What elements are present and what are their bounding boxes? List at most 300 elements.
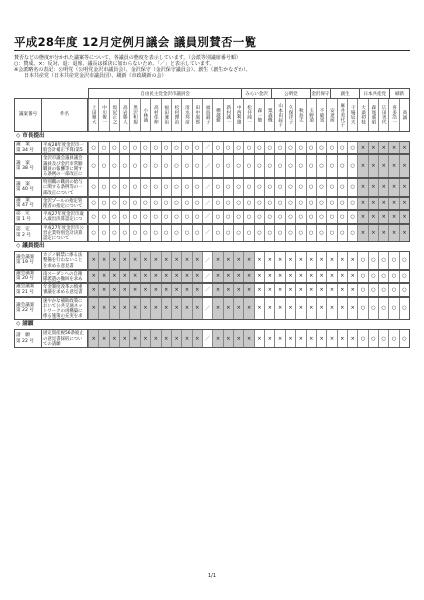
vote-cell: × xyxy=(274,271,284,282)
vote-cell: × xyxy=(192,252,202,269)
vote-cell: × xyxy=(337,284,347,295)
vote-cell: ○ xyxy=(306,155,316,177)
vote-cell: × xyxy=(192,284,202,295)
member-name-cell xyxy=(399,99,409,131)
vote-cell: × xyxy=(326,252,336,269)
vote-cell: ○ xyxy=(192,142,202,153)
motion-kind: 議 案 xyxy=(16,160,30,166)
vote-cell: ○ xyxy=(98,211,108,222)
vote-cell: ○ xyxy=(233,225,243,242)
vote-cell: × xyxy=(295,284,305,295)
vote-cell: × xyxy=(368,179,378,196)
vote-cell: × xyxy=(285,271,295,282)
vote-cell: ○ xyxy=(274,155,284,177)
member-name: 中川俊一 xyxy=(101,105,107,125)
vote-cell: ○ xyxy=(212,225,222,242)
group-header xyxy=(88,88,410,98)
vote-cell: × xyxy=(129,271,139,282)
vote-cell: × xyxy=(233,330,243,347)
vote-cell: ○ xyxy=(150,211,160,222)
vote-cell: × xyxy=(316,252,326,269)
vote-cell: × xyxy=(378,179,388,196)
vote-cell: × xyxy=(326,330,336,347)
vote-cell: × xyxy=(337,298,347,320)
motion-no: 第 38 号 xyxy=(16,166,34,172)
vote-cell: ○ xyxy=(285,179,295,196)
vote-cell: × xyxy=(88,271,98,282)
vote-cell: × xyxy=(378,211,388,222)
vote-cell: × xyxy=(378,198,388,209)
vote-cell: × xyxy=(285,252,295,269)
vote-cell: ○ xyxy=(233,155,243,177)
vote-cell: × xyxy=(274,284,284,295)
vote-cell: ○ xyxy=(98,198,108,209)
vote-cell: × xyxy=(98,284,108,295)
vote-cell: ○ xyxy=(243,155,253,177)
vote-cell: ○ xyxy=(368,330,378,347)
vote-cell: × xyxy=(254,284,264,295)
vote-cell: × xyxy=(306,271,316,282)
vote-cell: × xyxy=(295,271,305,282)
vote-cell: × xyxy=(88,298,98,320)
motion-row xyxy=(14,283,410,296)
vote-cell: ○ xyxy=(223,179,233,196)
member-name-cell xyxy=(254,99,264,131)
vote-cell: ○ xyxy=(119,179,129,196)
vote-cell: ○ xyxy=(316,179,326,196)
vote-cell: ○ xyxy=(337,225,347,242)
member-name-cell xyxy=(98,99,108,131)
vote-cell: × xyxy=(150,271,160,282)
vote-cell: ○ xyxy=(378,330,388,347)
vote-cell: ○ xyxy=(212,142,222,153)
vote-cell: ○ xyxy=(306,142,316,153)
vote-cell: ○ xyxy=(109,225,119,242)
vote-cell: ○ xyxy=(119,155,129,177)
vote-cell: × xyxy=(140,252,150,269)
vote-cell: ○ xyxy=(347,155,357,177)
vote-cell: ○ xyxy=(88,179,98,196)
vote-cell: × xyxy=(243,271,253,282)
vote-cell: ○ xyxy=(140,211,150,222)
motion-row xyxy=(14,329,410,348)
motion-kind: 議 案 xyxy=(16,198,30,204)
vote-cell: ○ xyxy=(357,271,367,282)
vote-cell: ○ xyxy=(326,211,336,222)
vote-cell: ○ xyxy=(181,198,191,209)
vote-cell: ○ xyxy=(316,225,326,242)
vote-cell: × xyxy=(326,271,336,282)
vote-cell: ○ xyxy=(98,225,108,242)
motion-no: 第 2 号 xyxy=(16,232,32,238)
motion-row xyxy=(14,210,410,223)
vote-cell: × xyxy=(388,198,398,209)
vote-cell: ○ xyxy=(326,225,336,242)
motion-no: 第 40 号 xyxy=(16,187,34,193)
vote-cell: × xyxy=(212,298,222,320)
vote-cell: × xyxy=(399,142,409,153)
member-name: 福田兼治 xyxy=(163,105,169,125)
member-name-cell xyxy=(233,99,243,131)
vote-cell: ○ xyxy=(181,179,191,196)
vote-cell: ○ xyxy=(306,211,316,222)
motion-no: 第 20 号 xyxy=(16,276,34,282)
vote-cell: × xyxy=(254,330,264,347)
member-name-cell xyxy=(212,99,222,131)
vote-cell: ○ xyxy=(357,298,367,320)
vote-cell: ○ xyxy=(347,198,357,209)
vote-cell: × xyxy=(368,142,378,153)
vote-cell: × xyxy=(388,142,398,153)
vote-cell: ○ xyxy=(399,298,409,320)
vote-cell: ○ xyxy=(347,179,357,196)
motion-number xyxy=(14,283,42,296)
vote-cell: ○ xyxy=(285,198,295,209)
vote-cells xyxy=(88,224,410,243)
vote-cell: × xyxy=(378,225,388,242)
vote-cell: × xyxy=(378,142,388,153)
vote-cell: ○ xyxy=(337,198,347,209)
member-name: 大桑初枝 xyxy=(360,105,366,125)
motion-row xyxy=(14,224,410,243)
vote-cell: ○ xyxy=(129,155,139,177)
vote-cell: × xyxy=(306,284,316,295)
motion-title: 平成27年度金沢市歳入歳出決算認定につ xyxy=(42,210,88,223)
vote-cell: × xyxy=(109,298,119,320)
motion-number xyxy=(14,210,42,223)
vote-cell: ○ xyxy=(399,271,409,282)
vote-cell: ○ xyxy=(192,225,202,242)
vote-cell: ○ xyxy=(223,142,233,153)
vote-cell: ○ xyxy=(264,198,274,209)
vote-cell: ○ xyxy=(129,211,139,222)
vote-cell: ○ xyxy=(264,225,274,242)
motion-number xyxy=(14,329,42,348)
motion-row xyxy=(14,141,410,154)
motion-number xyxy=(14,297,42,321)
vote-cell: ○ xyxy=(274,211,284,222)
vote-cell: ○ xyxy=(192,211,202,222)
vote-cell: ○ xyxy=(212,198,222,209)
vote-cell: × xyxy=(399,225,409,242)
motion-number xyxy=(14,270,42,283)
vote-cell: × xyxy=(316,271,326,282)
note-line-3: ※会派略名の表記：公明党（公明党金沢市議員会）、金沢保守（金沢保守議員会）、創生（創生かなざわ）、 xyxy=(14,67,251,73)
motion-kind: 議 案 xyxy=(16,182,30,188)
group-label: 自由民主党金沢市議員会 xyxy=(88,89,241,98)
vote-cell: ○ xyxy=(161,211,171,222)
member-name: 干場辰夫 xyxy=(350,105,356,125)
member-name-cell xyxy=(181,99,191,131)
vote-cell: ○ xyxy=(378,271,388,282)
vote-cell: × xyxy=(357,179,367,196)
vote-cell: × xyxy=(264,284,274,295)
motion-row xyxy=(14,251,410,270)
motion-row xyxy=(14,154,410,178)
vote-cell: ○ xyxy=(243,211,253,222)
member-name-cell xyxy=(347,99,357,131)
member-name-cell xyxy=(192,99,202,131)
member-name: 安達前 xyxy=(329,107,335,123)
vote-cell: × xyxy=(129,298,139,320)
vote-cell: × xyxy=(243,298,253,320)
vote-cell: ○ xyxy=(171,155,181,177)
motion-no: 第 1 号 xyxy=(16,216,32,222)
group-label: 創生 xyxy=(330,89,360,98)
vote-cell: ○ xyxy=(285,225,295,242)
vote-cell: × xyxy=(98,271,108,282)
member-name-cell xyxy=(119,99,129,131)
vote-cell: ○ xyxy=(88,155,98,177)
vote-cell: ○ xyxy=(150,179,160,196)
motion-no: 第 21 号 xyxy=(16,289,34,295)
vote-cells xyxy=(88,154,410,178)
vote-cell: × xyxy=(212,252,222,269)
vote-cell: ○ xyxy=(171,198,181,209)
member-name-cell xyxy=(378,99,388,131)
vote-cell: ○ xyxy=(264,142,274,153)
vote-cell: × xyxy=(337,271,347,282)
vote-cell: × xyxy=(109,271,119,282)
vote-cell: ○ xyxy=(357,330,367,347)
vote-cell: ○ xyxy=(368,252,378,269)
motion-kind: 議会議案 xyxy=(16,271,35,277)
vote-cell: × xyxy=(98,330,108,347)
vote-cell: × xyxy=(181,284,191,295)
vote-cell: × xyxy=(192,298,202,320)
member-name: 横越徹 xyxy=(215,107,221,123)
motion-title: 平成28年度金沢市一般会計補正予算(第5 xyxy=(42,141,88,154)
vote-cell: × xyxy=(306,298,316,320)
member-header-row xyxy=(14,98,410,132)
vote-cell: × xyxy=(233,284,243,295)
member-name-cell xyxy=(150,99,160,131)
vote-cell: ○ xyxy=(388,284,398,295)
vote-cell: × xyxy=(129,284,139,295)
vote-cell: × xyxy=(316,298,326,320)
vote-cell: × xyxy=(223,284,233,295)
vote-cell: ／ xyxy=(202,179,212,196)
vote-cell: ／ xyxy=(202,142,212,153)
vote-cell: ○ xyxy=(140,225,150,242)
vote-cell: × xyxy=(326,284,336,295)
motion-number xyxy=(14,141,42,154)
vote-cell: ○ xyxy=(223,198,233,209)
vote-cell: ○ xyxy=(88,225,98,242)
section-label: ◇ 議員提出 xyxy=(16,243,45,250)
vote-cell: × xyxy=(192,271,202,282)
vote-cell: ○ xyxy=(223,225,233,242)
vote-cell: × xyxy=(119,330,129,347)
vote-cell: ○ xyxy=(140,155,150,177)
member-name-cell xyxy=(306,99,316,131)
vote-cell: × xyxy=(357,142,367,153)
member-name-cell xyxy=(326,99,336,131)
group-header-row xyxy=(14,88,410,98)
member-name-cell xyxy=(161,99,171,131)
vote-cell: ○ xyxy=(326,142,336,153)
vote-cell: ○ xyxy=(306,179,316,196)
vote-cell: × xyxy=(161,284,171,295)
vote-cell: ○ xyxy=(399,330,409,347)
vote-cell: × xyxy=(274,330,284,347)
vote-cell: ○ xyxy=(274,179,284,196)
motion-kind: 議会議案 xyxy=(16,303,35,309)
vote-cell: ○ xyxy=(150,155,160,177)
vote-cell: ○ xyxy=(181,155,191,177)
vote-cell: ○ xyxy=(88,198,98,209)
vote-cell: × xyxy=(347,298,357,320)
vote-cell: ○ xyxy=(326,155,336,177)
vote-cell: ○ xyxy=(295,211,305,222)
vote-cell: × xyxy=(119,271,129,282)
member-name-cell xyxy=(264,99,274,131)
vote-cell: ○ xyxy=(337,211,347,222)
header-number-label: 議案番号 xyxy=(14,98,42,132)
member-name-cell xyxy=(140,99,150,131)
vote-cell: ○ xyxy=(109,211,119,222)
vote-cell: ○ xyxy=(98,142,108,153)
member-name-cell xyxy=(109,99,119,131)
vote-cell: × xyxy=(140,271,150,282)
vote-cell: ○ xyxy=(316,155,326,177)
vote-cell: ○ xyxy=(306,198,316,209)
motion-kind: 議会議案 xyxy=(16,255,35,261)
vote-cell: × xyxy=(388,211,398,222)
motion-number xyxy=(14,251,42,270)
vote-cell: × xyxy=(254,252,264,269)
vote-cell: × xyxy=(316,330,326,347)
vote-cell: × xyxy=(88,284,98,295)
vote-cell: ○ xyxy=(119,225,129,242)
motion-kind: 認 定 xyxy=(16,211,30,217)
vote-cell: × xyxy=(316,284,326,295)
member-name: 玉野道 xyxy=(308,107,314,123)
member-name-cell xyxy=(357,99,367,131)
motion-no: 第 22 号 xyxy=(16,338,34,344)
member-name-cell xyxy=(129,99,139,131)
motion-title: 平成27年度金沢市公営企業特別会計決算認定について xyxy=(42,224,88,243)
member-name-cell xyxy=(295,99,305,131)
vote-cell: ○ xyxy=(212,179,222,196)
vote-cell: × xyxy=(119,284,129,295)
vote-cell: ○ xyxy=(129,142,139,153)
vote-cell: ○ xyxy=(357,252,367,269)
vote-cell: × xyxy=(285,330,295,347)
member-name-cell xyxy=(243,99,253,131)
member-name: 粟森慨 xyxy=(267,107,273,123)
vote-cell: ○ xyxy=(254,179,264,196)
vote-cell: ○ xyxy=(285,211,295,222)
vote-cell: × xyxy=(150,330,160,347)
vote-cell: ○ xyxy=(171,211,181,222)
vote-cell: ○ xyxy=(264,155,274,177)
vote-cell: × xyxy=(274,298,284,320)
member-name: 麻井美代子 xyxy=(339,103,345,127)
vote-cell: ○ xyxy=(316,211,326,222)
vote-cell: ○ xyxy=(119,142,129,153)
vote-cell: ○ xyxy=(161,142,171,153)
motion-row xyxy=(14,197,410,210)
vote-cell: ○ xyxy=(140,142,150,153)
vote-cell: × xyxy=(295,298,305,320)
vote-cell: ○ xyxy=(274,142,284,153)
motion-title: 固定資産税56条廃止の意見書採択についての請願 xyxy=(42,329,88,348)
vote-cell: × xyxy=(119,252,129,269)
motion-number xyxy=(14,178,42,197)
vote-cell: × xyxy=(161,298,171,320)
member-name-cell xyxy=(316,99,326,131)
vote-cell: × xyxy=(161,330,171,347)
vote-cell: × xyxy=(243,330,253,347)
member-name: 中西利雄 xyxy=(236,105,242,125)
vote-cell: × xyxy=(109,284,119,295)
vote-cell: × xyxy=(264,298,274,320)
vote-cell: ○ xyxy=(399,284,409,295)
vote-cell: ○ xyxy=(161,198,171,209)
vote-cell: × xyxy=(181,330,191,347)
motion-kind: 認 定 xyxy=(16,227,30,233)
vote-cell: ／ xyxy=(202,211,212,222)
group-label: みらい金沢 xyxy=(241,89,271,98)
vote-cell: ○ xyxy=(357,284,367,295)
vote-cell: × xyxy=(399,179,409,196)
member-name: 新村誠一 xyxy=(225,105,231,125)
vote-cell: ○ xyxy=(98,179,108,196)
vote-cell: × xyxy=(264,330,274,347)
note-line-2: ○：賛成、×：反対、退：退席、議長は採決に加わらないため、「／」と表示しています。 xyxy=(14,61,215,67)
member-name: 坂尻正之 xyxy=(111,105,117,125)
vote-cell: × xyxy=(181,298,191,320)
vote-cell: ○ xyxy=(150,225,160,242)
vote-cell: ○ xyxy=(212,211,222,222)
vote-cell: ○ xyxy=(243,179,253,196)
vote-cell: ○ xyxy=(181,211,191,222)
vote-cell: × xyxy=(285,298,295,320)
vote-cell: ○ xyxy=(347,225,357,242)
vote-cell: ○ xyxy=(378,252,388,269)
vote-cell: × xyxy=(192,330,202,347)
vote-cell: ○ xyxy=(192,179,202,196)
vote-cell: ○ xyxy=(129,225,139,242)
motion-no: 第 19 号 xyxy=(16,260,34,266)
vote-cell: × xyxy=(274,252,284,269)
vote-cell: × xyxy=(223,271,233,282)
vote-cell: ○ xyxy=(388,252,398,269)
vote-cell: ／ xyxy=(202,298,212,320)
member-name-cell xyxy=(368,99,378,131)
vote-cells xyxy=(88,329,410,348)
member-name: 松井純一 xyxy=(246,105,252,125)
vote-cell: ○ xyxy=(161,155,171,177)
vote-cell: × xyxy=(88,252,98,269)
vote-cell: ○ xyxy=(129,179,139,196)
member-name: 森尾嘉昭 xyxy=(370,105,376,125)
vote-cells xyxy=(88,210,410,223)
vote-cell: × xyxy=(368,211,378,222)
vote-cell: × xyxy=(357,198,367,209)
vote-cell: ○ xyxy=(337,142,347,153)
vote-cell: ○ xyxy=(326,179,336,196)
member-name: 秋島太 xyxy=(298,107,304,123)
vote-cell: × xyxy=(98,252,108,269)
motion-number xyxy=(14,154,42,178)
motion-title: 速やかな補助政策において公共交通ネットワークの再構築に係る施策の充実を求 xyxy=(42,297,88,321)
vote-cell: ／ xyxy=(202,271,212,282)
vote-cell: ／ xyxy=(202,284,212,295)
member-name: 高誠 xyxy=(401,110,407,120)
vote-cell: ○ xyxy=(347,142,357,153)
